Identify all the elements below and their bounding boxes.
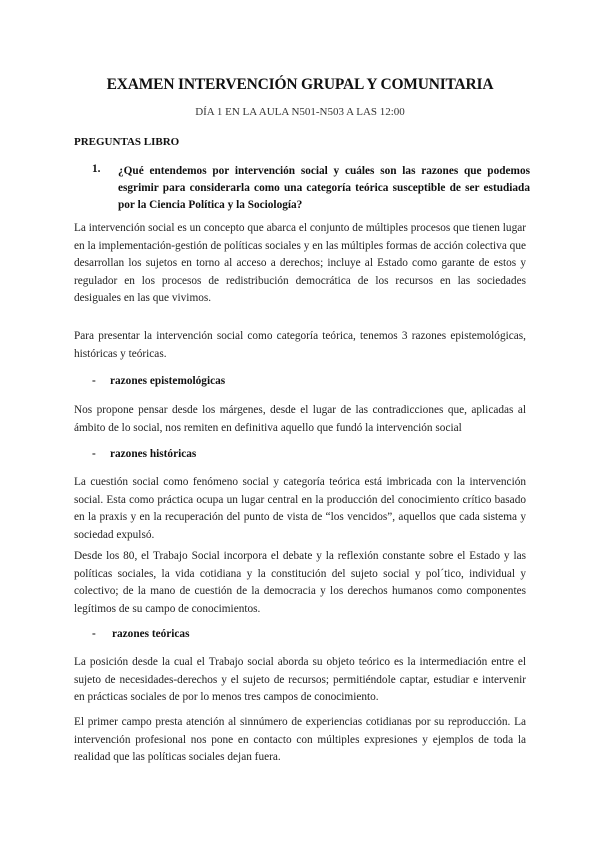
paragraph-reasons-intro: Para presentar la intervención social como categoría teórica, tenemos 3 razones epistemológicas, históricas y teóricas.	[74, 330, 526, 360]
bullet-marker: -	[92, 448, 96, 460]
paragraph-historical: La cuestión social como fenómeno social y categoría teórica está imbricada con la intervención social. Esta como práctica ocupa un lugar central en la producción del conocimiento crítico basado en la praxis y en la recuperación del punto de vista de “los vencidos”, aquellos que cada sistema y sociedad expulsó.	[74, 476, 526, 541]
paragraph-first-field: El primer campo presta atención al sinnúmero de experiencias cotidianas por su reproducción. La intervención profesional nos pone en contacto con múltiples expresiones y ejemplos de toda la realidad que las políticas sociales dejan fuera.	[74, 716, 526, 763]
paragraph-definition: La intervención social es un concepto que abarca el conjunto de múltiples procesos que tienen lugar en la implementación-gestión de políticas sociales y en las múltiples formas de acción colectiva que desarrollan los sujetos en torno al acceso a derechos; incluye al Estado como garante de estos y regulador en los procesos de redistribución democrática de los recursos en las sociedades desiguales en las que vivimos.	[74, 222, 526, 304]
bullet-historical: razones históricas	[110, 448, 197, 460]
bullet-marker: -	[92, 375, 96, 387]
paragraph-theoretical: La posición desde la cual el Trabajo social aborda su objeto teórico es la intermediación entre el sujeto de necesidades-derechos y el sujeto de recursos; permitiéndole captar, estudiar e intervenir en prácticas sociales de por lo menos tres campos de conocimiento.	[74, 656, 526, 703]
bullet-marker: -	[92, 628, 96, 640]
paragraph-eighties: Desde los 80, el Trabajo Social incorpora el debate y la reflexión constante sobre el Estado y las políticas sociales, la vida cotidiana y la constitución del sujeto social y pol´tico, individual y colectivo; de la mano de cuestión de la democracia y los derechos humanos como componentes legítimos de su campo de conocimientos.	[74, 550, 526, 615]
question-number: 1.	[92, 163, 101, 175]
bullet-theoretical: razones teóricas	[112, 628, 190, 640]
document-title: EXAMEN INTERVENCIÓN GRUPAL Y COMUNITARIA	[106, 76, 494, 93]
paragraph-epistemological: Nos propone pensar desde los márgenes, desde el lugar de las contradicciones que, aplicadas al ámbito de lo social, nos remiten en definitiva aquello que fundó la intervención social	[74, 404, 526, 434]
section-label: PREGUNTAS LIBRO	[74, 136, 180, 148]
document-subtitle: DÍA 1 EN LA AULA N501-N503 A LAS 12:00	[195, 106, 405, 118]
question-text: ¿Qué entendemos por intervención social y cuáles son las razones que podemos esgrimir para considerarla como una categoría teórica susceptible de ser estudiada por la Ciencia Política y la Sociología?	[118, 165, 530, 211]
bullet-epistemological: razones epistemológicas	[110, 375, 226, 387]
